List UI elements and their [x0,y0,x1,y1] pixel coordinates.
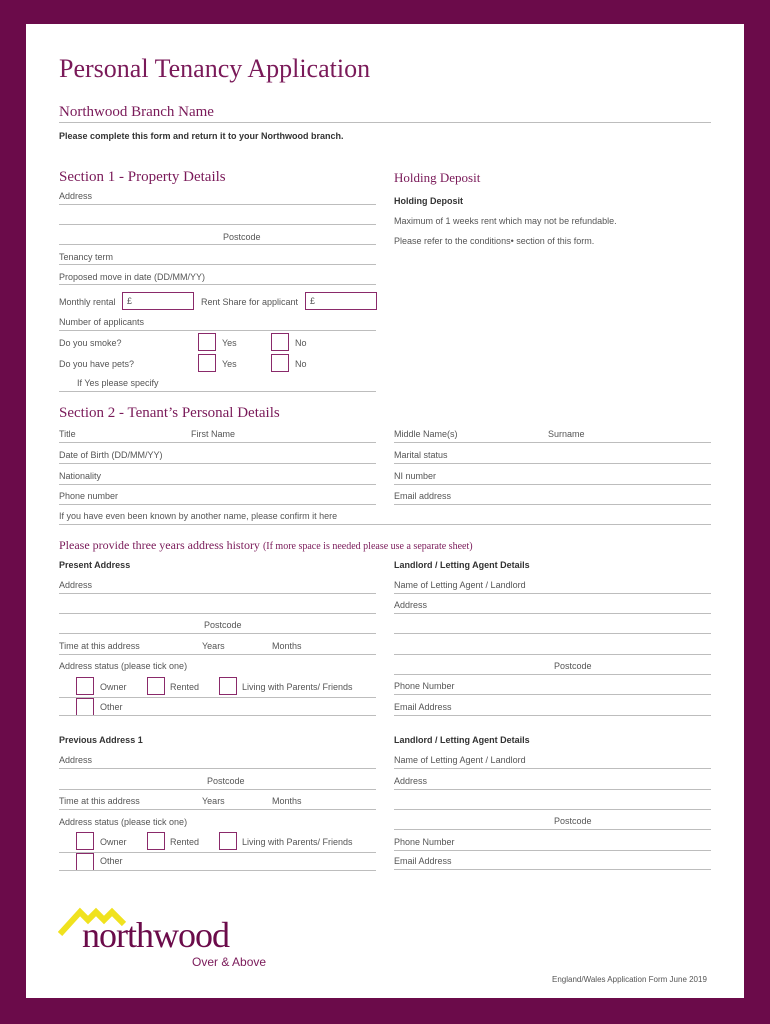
previous-heading: Previous Address 1 [59,735,143,745]
present-landlord-email-label: Email Address [394,702,452,712]
present-owner-label: Owner [100,682,127,692]
footer-text: England/Wales Application Form June 2019 [552,975,707,984]
currency-symbol: £ [127,296,133,306]
phone-label: Phone number [59,491,119,501]
present-other-label: Other [100,702,123,712]
smoke-no-label: No [295,338,307,348]
previous-living-checkbox[interactable] [219,832,237,850]
previous-rented-checkbox[interactable] [147,832,165,850]
previous-landlord-postcode-label: Postcode [554,816,592,826]
pets-yes-checkbox[interactable] [198,354,216,372]
previous-landlord-address-label: Address [394,776,428,786]
first-name-label: First Name [191,429,236,439]
branch-label: Northwood Branch Name [59,104,214,120]
history-heading-text: Please provide three years address history [59,538,260,552]
currency-symbol: £ [310,296,316,306]
present-status-label: Address status (please tick one) [59,661,188,671]
move-in-label: Proposed move in date (DD/MM/YY) [59,272,206,282]
previous-status-label: Address status (please tick one) [59,817,188,827]
address-label: Address [59,191,93,201]
present-time-label: Time at this address [59,641,140,651]
present-heading: Present Address [59,560,131,570]
rent-share-label: Rent Share for applicant [201,297,299,307]
present-landlord-name-label: Name of Letting Agent / Landlord [394,580,526,590]
logo-wordmark: northwood [82,915,229,955]
holding-line1: Maximum of 1 weeks rent which may not be refundable. [394,216,617,226]
holding-heading: Holding Deposit [394,170,481,185]
previous-other-label: Other [100,856,123,866]
other-name-label: If you have even been known by another name, please confirm it here [59,511,338,521]
holding-bold: Holding Deposit [394,196,463,206]
section2-heading: Section 2 - Tenant’s Personal Details [59,405,280,421]
tenancy-term-label: Tenancy term [59,252,114,262]
previous-owner-checkbox[interactable] [76,832,94,850]
previous-landlord-heading: Landlord / Letting Agent Details [394,735,530,745]
history-note: (If more space is needed please use a separate sheet) [262,541,473,552]
previous-months-label: Months [272,796,302,806]
logo-tagline: Over & Above [192,955,267,969]
present-landlord-heading: Landlord / Letting Agent Details [394,560,530,570]
previous-landlord-name-label: Name of Letting Agent / Landlord [394,755,526,765]
present-rented-checkbox[interactable] [147,677,165,695]
postcode-label: Postcode [223,232,261,242]
present-other-checkbox[interactable] [76,698,94,716]
instruction-text: Please complete this form and return it to your Northwood branch. [59,131,344,141]
previous-years-label: Years [202,796,225,806]
holding-line2: Please refer to the conditions• section of this form. [394,236,595,246]
section1-heading: Section 1 - Property Details [59,169,226,185]
monthly-rental-field[interactable] [122,292,194,310]
previous-other-checkbox[interactable] [76,853,94,871]
previous-landlord-email-label: Email Address [394,856,452,866]
present-owner-checkbox[interactable] [76,677,94,695]
rent-share-field[interactable] [305,292,377,310]
previous-owner-label: Owner [100,837,127,847]
previous-postcode-label: Postcode [207,776,245,786]
history-heading [59,538,473,553]
specify-label: If Yes please specify [77,378,159,388]
smoke-label: Do you smoke? [59,338,122,348]
present-years-label: Years [202,641,225,651]
pets-yes-label: Yes [222,359,237,369]
smoke-yes-checkbox[interactable] [198,333,216,351]
ni-label: NI number [394,471,437,481]
present-landlord-address-label: Address [394,600,428,610]
dob-label: Date of Birth (DD/MM/YY) [59,450,163,460]
present-living-checkbox[interactable] [219,677,237,695]
previous-rented-label: Rented [170,837,200,847]
monthly-rental-label: Monthly rental [59,297,116,307]
previous-landlord-phone-label: Phone Number [394,837,455,847]
present-address-label: Address [59,580,93,590]
pets-no-label: No [295,359,307,369]
form-page [26,24,744,998]
present-living-label: Living with Parents/ Friends [242,682,353,692]
smoke-yes-label: Yes [222,338,237,348]
present-landlord-phone-label: Phone Number [394,681,455,691]
email-label: Email address [394,491,452,501]
smoke-no-checkbox[interactable] [271,333,289,351]
present-rented-label: Rented [170,682,200,692]
previous-time-label: Time at this address [59,796,140,806]
page-title: Personal Tenancy Application [59,54,371,83]
surname-label: Surname [548,429,585,439]
present-landlord-postcode-label: Postcode [554,661,592,671]
previous-address-label: Address [59,755,93,765]
pets-no-checkbox[interactable] [271,354,289,372]
nationality-label: Nationality [59,471,102,481]
marital-label: Marital status [394,450,448,460]
present-postcode-label: Postcode [204,620,242,630]
middle-names-label: Middle Name(s) [394,429,458,439]
num-applicants-label: Number of applicants [59,317,145,327]
pets-label: Do you have pets? [59,359,135,369]
previous-living-label: Living with Parents/ Friends [242,837,353,847]
title-label: Title [59,429,76,439]
present-months-label: Months [272,641,302,651]
